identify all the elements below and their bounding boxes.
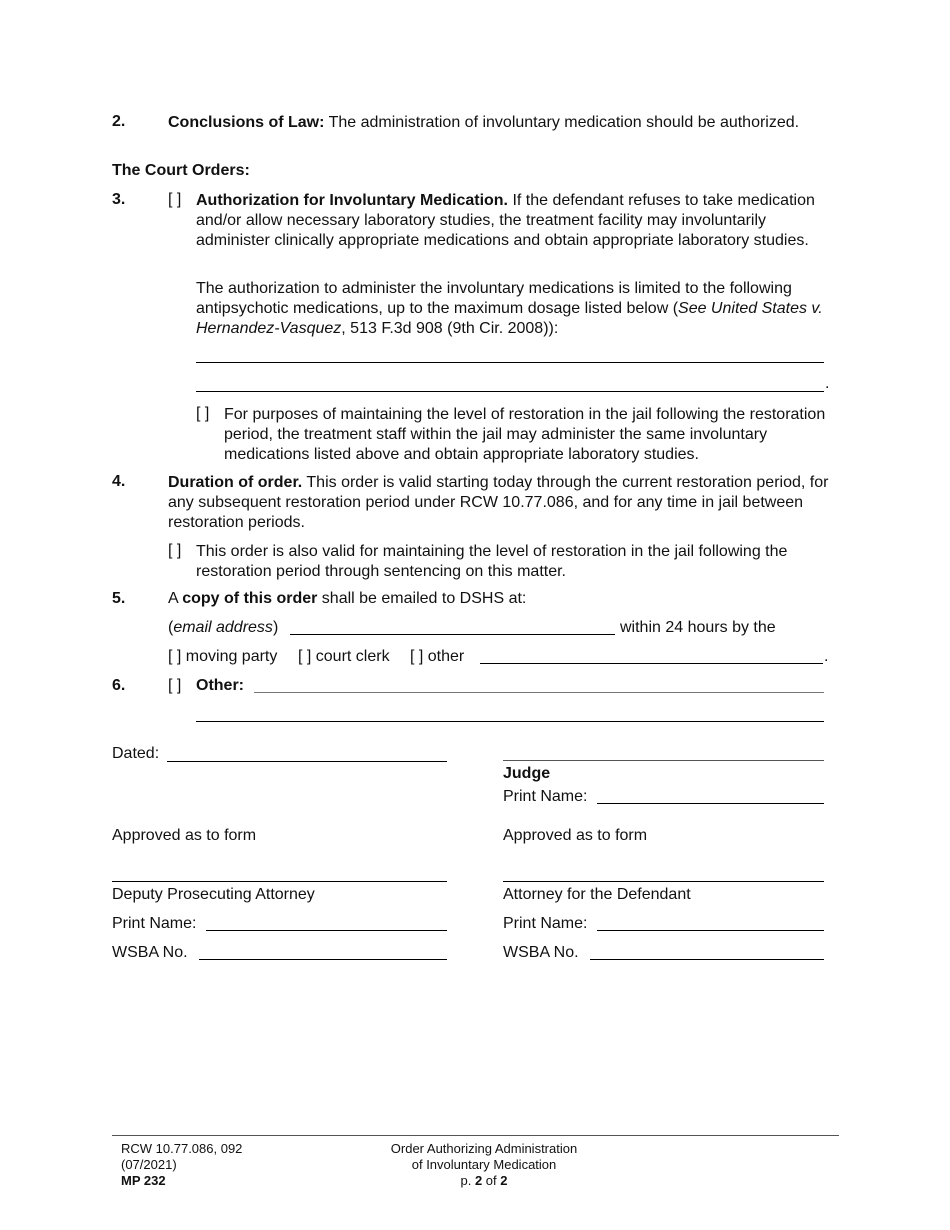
- email-label-text: email address: [173, 619, 273, 636]
- footer-page: [334, 1173, 634, 1189]
- footer-title-1: Order Authorizing Administration: [390, 1141, 578, 1156]
- footer-center: [334, 1141, 634, 1189]
- prosecutor-wsba-label: WSBA No.: [112, 944, 188, 961]
- section-4-checkbox[interactable]: [ ]: [168, 542, 182, 559]
- section-3-checkbox[interactable]: [ ]: [168, 191, 182, 208]
- footer-page-of: of: [482, 1173, 501, 1188]
- dated-line[interactable]: [167, 761, 447, 762]
- prosecutor-label: Deputy Prosecuting Attorney: [112, 886, 315, 903]
- footer-title-2: of Involuntary Medication: [411, 1157, 557, 1172]
- footer-rcw: RCW 10.77.086, 092: [121, 1141, 243, 1156]
- defense-label: Attorney for the Defendant: [503, 886, 691, 903]
- limit-case-citation: See United States v. Hernandez-Vasquez: [196, 300, 823, 337]
- section-5-number: 5.: [112, 590, 126, 607]
- judge-label: Judge: [503, 765, 551, 782]
- footer-page-total: 2: [500, 1173, 508, 1188]
- section-6-checkbox[interactable]: [ ]: [168, 677, 182, 694]
- email-label: [168, 619, 278, 637]
- defense-print-name-line[interactable]: [597, 930, 824, 931]
- dated-label: Dated:: [112, 745, 160, 762]
- section-4-text: [168, 473, 840, 533]
- footer-rule: [112, 1135, 839, 1136]
- defense-print-name-label: Print Name:: [503, 915, 588, 932]
- section-3-title: Authorization for Involuntary Medication.: [196, 192, 508, 209]
- jail-checkbox[interactable]: [ ]: [196, 405, 210, 422]
- footer-date: (07/2021): [121, 1157, 177, 1172]
- section-4-body: This order is valid starting today through the current restoration period, for any subsequent restoration period under RCW 10.77.086, and for any time in jail between restoration periods.: [168, 474, 829, 531]
- judge-signature-line[interactable]: [503, 760, 824, 761]
- judge-print-name-label: Print Name:: [503, 788, 588, 805]
- medication-line-period: .: [825, 375, 830, 392]
- defense-wsba-label: WSBA No.: [503, 944, 579, 961]
- approved-left: Approved as to form: [112, 827, 257, 844]
- court-clerk-option[interactable]: [ ] court clerk: [298, 648, 390, 665]
- email-paren-close: ): [272, 619, 279, 636]
- jail-text: For purposes of maintaining the level of restoration in the jail following the restoration period, the treatment staff within the jail may administer the same involuntary medications listed above and obtain appropriate laboratory studies.: [224, 406, 826, 463]
- prosecutor-wsba-line[interactable]: [199, 959, 447, 960]
- prosecutor-signature-line[interactable]: [112, 881, 447, 882]
- section-5-bold: copy of this order: [182, 590, 318, 607]
- judge-print-name-line[interactable]: [597, 803, 824, 804]
- defense-wsba-line[interactable]: [590, 959, 824, 960]
- email-line[interactable]: [290, 634, 615, 635]
- medication-limit-text: [196, 279, 841, 339]
- court-orders-heading: The Court Orders:: [112, 162, 250, 179]
- footer-form-number: MP 232: [121, 1173, 166, 1188]
- limit-text-part-2: , 513 F.3d 908 (9th Cir. 2008)):: [341, 320, 559, 337]
- section-3-text: [196, 191, 836, 251]
- section-4-number: 4.: [112, 473, 126, 490]
- footer-page-num: 2: [474, 1173, 483, 1188]
- section-4-title: Duration of order.: [168, 474, 303, 491]
- section-2-text: [168, 113, 808, 133]
- other-line-2[interactable]: [196, 721, 824, 722]
- prosecutor-print-name-label: Print Name:: [112, 915, 197, 932]
- section-5-text-b: shall be emailed to DSHS at:: [317, 590, 527, 607]
- other-line[interactable]: [480, 663, 823, 664]
- within-hours-text: within 24 hours by the: [620, 619, 776, 636]
- medication-line-2[interactable]: [196, 391, 824, 392]
- defense-signature-line[interactable]: [503, 881, 824, 882]
- section-4-also-text: This order is also valid for maintaining the level of restoration in the jail following the restoration period through sentencing on this matter.: [196, 543, 788, 580]
- section-2-number: 2.: [112, 113, 126, 130]
- section-2-body: The administration of involuntary medication should be authorized.: [324, 114, 800, 131]
- section-3-number: 3.: [112, 191, 126, 208]
- footer-page-prefix: p.: [460, 1173, 475, 1188]
- email-paren-open: (: [168, 619, 174, 636]
- section-5-text-a: A: [168, 590, 183, 607]
- prosecutor-print-name-line[interactable]: [206, 930, 447, 931]
- section-2-title: Conclusions of Law:: [168, 114, 325, 131]
- section-6-number: 6.: [112, 677, 126, 694]
- section-3-body: If the defendant refuses to take medication and/or allow necessary laboratory studies, the treatment facility may involuntarily administer clinically appropriate medications and obtain appropriate laboratory studies.: [196, 192, 815, 249]
- other-line-period: .: [824, 648, 829, 665]
- footer-left: [121, 1141, 242, 1189]
- section-5-text: [168, 590, 526, 608]
- section-6-title: Other:: [196, 677, 244, 694]
- moving-party-option[interactable]: [ ] moving party: [168, 648, 278, 665]
- approved-right: Approved as to form: [503, 827, 648, 844]
- limit-text-part-1: The authorization to administer the involuntary medications is limited to the following antipsychotic medications, up to the maximum dosage listed below (: [196, 280, 792, 317]
- other-option[interactable]: [ ] other: [410, 648, 465, 665]
- other-line-1[interactable]: [254, 692, 824, 693]
- medication-line-1[interactable]: [196, 362, 824, 363]
